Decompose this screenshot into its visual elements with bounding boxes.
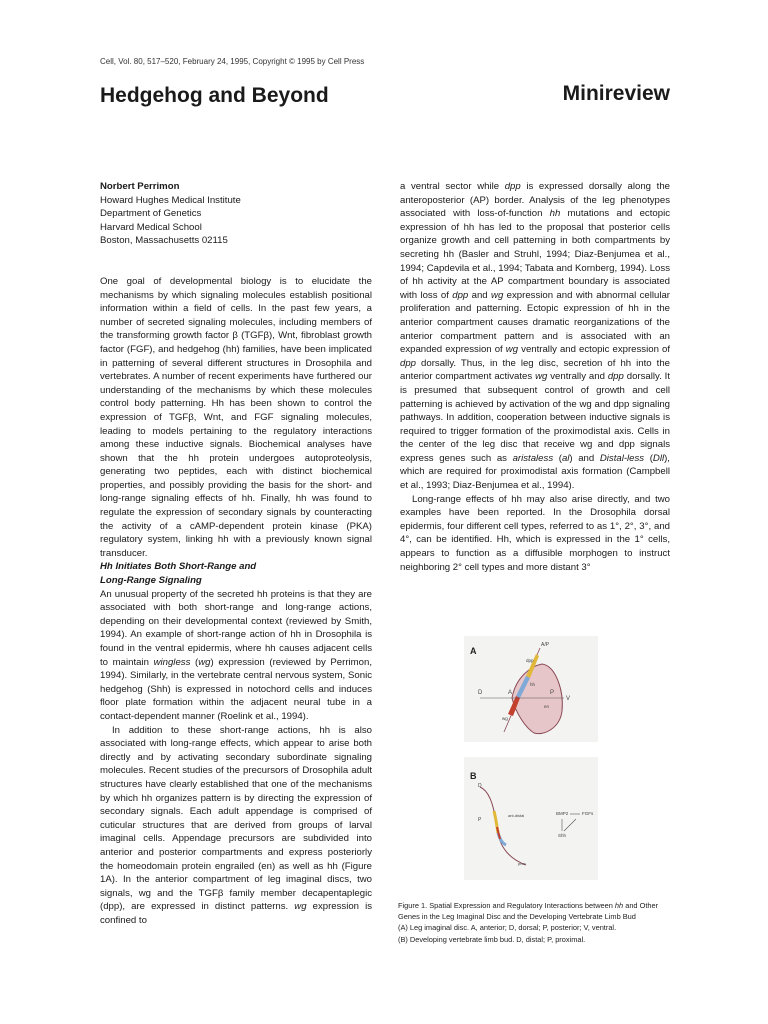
bmp2-label: BMP2 xyxy=(556,811,569,816)
distal-label: D xyxy=(478,783,482,789)
fgfs-label: FGFs xyxy=(582,811,594,816)
panel-label: A xyxy=(470,646,477,656)
caption-title: Figure 1. Spatial Expression and Regulatory Interactions between hh and Other Genes in the Leg Imaginal Disc and the Developing Vertebrate Limb Bud xyxy=(398,901,659,921)
p-label: P xyxy=(550,690,555,696)
affiliation-line: Harvard Medical School xyxy=(100,221,202,233)
article-title: Hedgehog and Beyond xyxy=(100,84,329,107)
paragraph: An unusual property of the secreted hh proteins is that they are associated with both short-range and long-range actions, depending on their developmental context (reviewed by Smith, 1994). An example of short-range action of hh in Drosophila is found in the ventral epidermis, where hh causes adjacent cells to maintain wingless (wg) expression (reviewed by Perrimon, 1994). Similarly, in the vertebrate central nervous system, Sonic hedgehog (Shh) is expressed in notochord cells and induces floor plate formation within the adjacent neural tube in a contact-dependent manner (Roelink et al., 1994). xyxy=(100,588,372,722)
prox-label: prox xyxy=(518,861,526,866)
section-label: Minireview xyxy=(562,82,670,105)
caption-panel-a: (A) Leg imaginal disc. A, anterior; D, dorsal; P, posterior; V, ventral. xyxy=(398,923,617,933)
affiliation-line: Boston, Massachusetts 02115 xyxy=(100,235,228,247)
hh-label: hh xyxy=(530,682,536,687)
caption-panel-b: (B) Developing vertebrate limb bud. D, distal; P, proximal. xyxy=(398,934,586,944)
left-column xyxy=(100,180,372,927)
figure-panel-b xyxy=(464,757,598,880)
d-label: D xyxy=(478,690,483,696)
wg-label: wg xyxy=(502,716,508,721)
ant-distal-label: ant-distal xyxy=(508,813,525,818)
leg-disc-diagram xyxy=(464,636,598,742)
figure-panel-a xyxy=(464,636,598,742)
figure-caption xyxy=(398,901,670,946)
paragraph: In addition to these short-range actions, hh is also associated with long-range effects, which appear to arise both directly and by activating secondary subordinate signaling molecules. Recent studies of the precursors of Drosophila adult structures have clearly established that one of the mechanisms by which hh organizes pattern is by directing the expression of secondary signals. Each adult appendage is comprised of cuticular structures that are derived from groups of larval imaginal cells. Appendage precursors are subdivided into anterior and posterior compartments and express posteriorly the homeodomain protein engrailed (en) as well as hh (Figure 1A). In the anterior compartment of leg imaginal discs, two signals, wg and the TGFβ family member decapentaplegic (dpp), are expressed in distinct patterns. wg expression is confined to xyxy=(100,724,373,926)
shh-arrow-diag xyxy=(564,819,576,831)
author-name: Norbert Perrimon xyxy=(100,181,180,192)
citation: Cell, Vol. 80, 517–520, February 24, 1995, Copyright © 1995 by Cell Press xyxy=(100,57,365,66)
right-column xyxy=(400,180,670,574)
paragraph: Long-range effects of hh may also arise directly, and two examples have been reported. In the Drosophila dorsal epidermis, four different cell types, referred to as 1°, 2°, 3°, and 4°, can be identified. Hh, which is expressed in the 1° cells, appears to function as a diffusible morphogen to instruct neighboring 2° cell types and more distant 3° xyxy=(400,493,670,573)
limb-bud-outline xyxy=(480,787,526,865)
limb-bud-diagram xyxy=(464,757,598,880)
a-label: A xyxy=(508,690,513,696)
dpp-label: dpp xyxy=(526,658,534,663)
paragraph-intro: One goal of developmental biology is to elucidate the mechanisms by which signaling molecules establish positional information within a field of cells. In the past few years, a number of secreted signaling molecules, including members of the transforming growth factor β (TGFβ), Wnt, fibroblast growth factor (FGF), and hedgehog (hh) families, have been implicated in patterning of several different structures in Drosophila and vertebrates. A number of recent experiments have furthered our understanding of the mechanisms by which these molecules control body patterning. Hh has been shown to control the expression of TGFβ, Wnt, and FGF signaling molecules, leading to models pertaining to the regulatory interactions among these inductive signals. Biochemical analyses have shown that the hh protein undergoes autoproteolysis, generating two peptides, each with distinct biochemical properties, and possibly providing the basis for the short- and long-range signaling effects of hh. Finally, hh was found to regulate the expression of secondary signals by counteracting the activity of a cAMP-dependent protein kinase (PKA) regulatory system, linking hh with a previously known signal transducer. xyxy=(100,275,372,559)
affiliation-line: Howard Hughes Medical Institute xyxy=(100,194,241,206)
panel-label: B xyxy=(470,771,477,781)
shh-label: Shh xyxy=(558,833,567,838)
section-heading: Hh Initiates Both Short-Range and Long-Range Signaling xyxy=(100,561,257,587)
affiliation-line: Department of Genetics xyxy=(100,208,202,220)
proximal-label: P xyxy=(478,817,482,823)
ap-label: A/P xyxy=(541,642,550,648)
en-label: en xyxy=(544,704,550,709)
paragraph: a ventral sector while dpp is expressed dorsally along the anteroposterior (AP) border. Analysis of the leg phenotypes associated with loss-of-function hh mutations and ectopic expression of hh has led to the proposal that posterior cells organize growth and cell patterning in both compartments by secreting hh (Basler and Struhl, 1994; Diaz-Benjumea et al., 1994; Capdevila et al., 1994; Tabata and Kornberg, 1994). Loss of hh activity at the AP compartment boundary is associated with loss of dpp and wg expression and with abnormal cellular proliferation and patterning. Ectopic expression of hh in the anterior compartment causes dramatic reorganizations of the anterior compartment pattern and is associated with an expanded expression of wg ventrally and ectopic expression of dpp dorsally. Thus, in the leg disc, secretion of hh into the anterior compartment activates wg ventrally and dpp dorsally. It is presumed that subsequent control of growth and cell patterning is achieved by activation of the wg and dpp signaling pathways. In addition, cooperation between inductive signals is required to trigger formation of the proximodistal axis. Cells in the center of the leg disc that receive wg and dpp signals express genes such as aristaless (al) and Distal-less (Dll), which are required for proximodistal axis formation (Campbell et al., 1993; Diaz-Benjumea et al., 1994). xyxy=(400,181,671,492)
v-label: V xyxy=(566,696,571,702)
